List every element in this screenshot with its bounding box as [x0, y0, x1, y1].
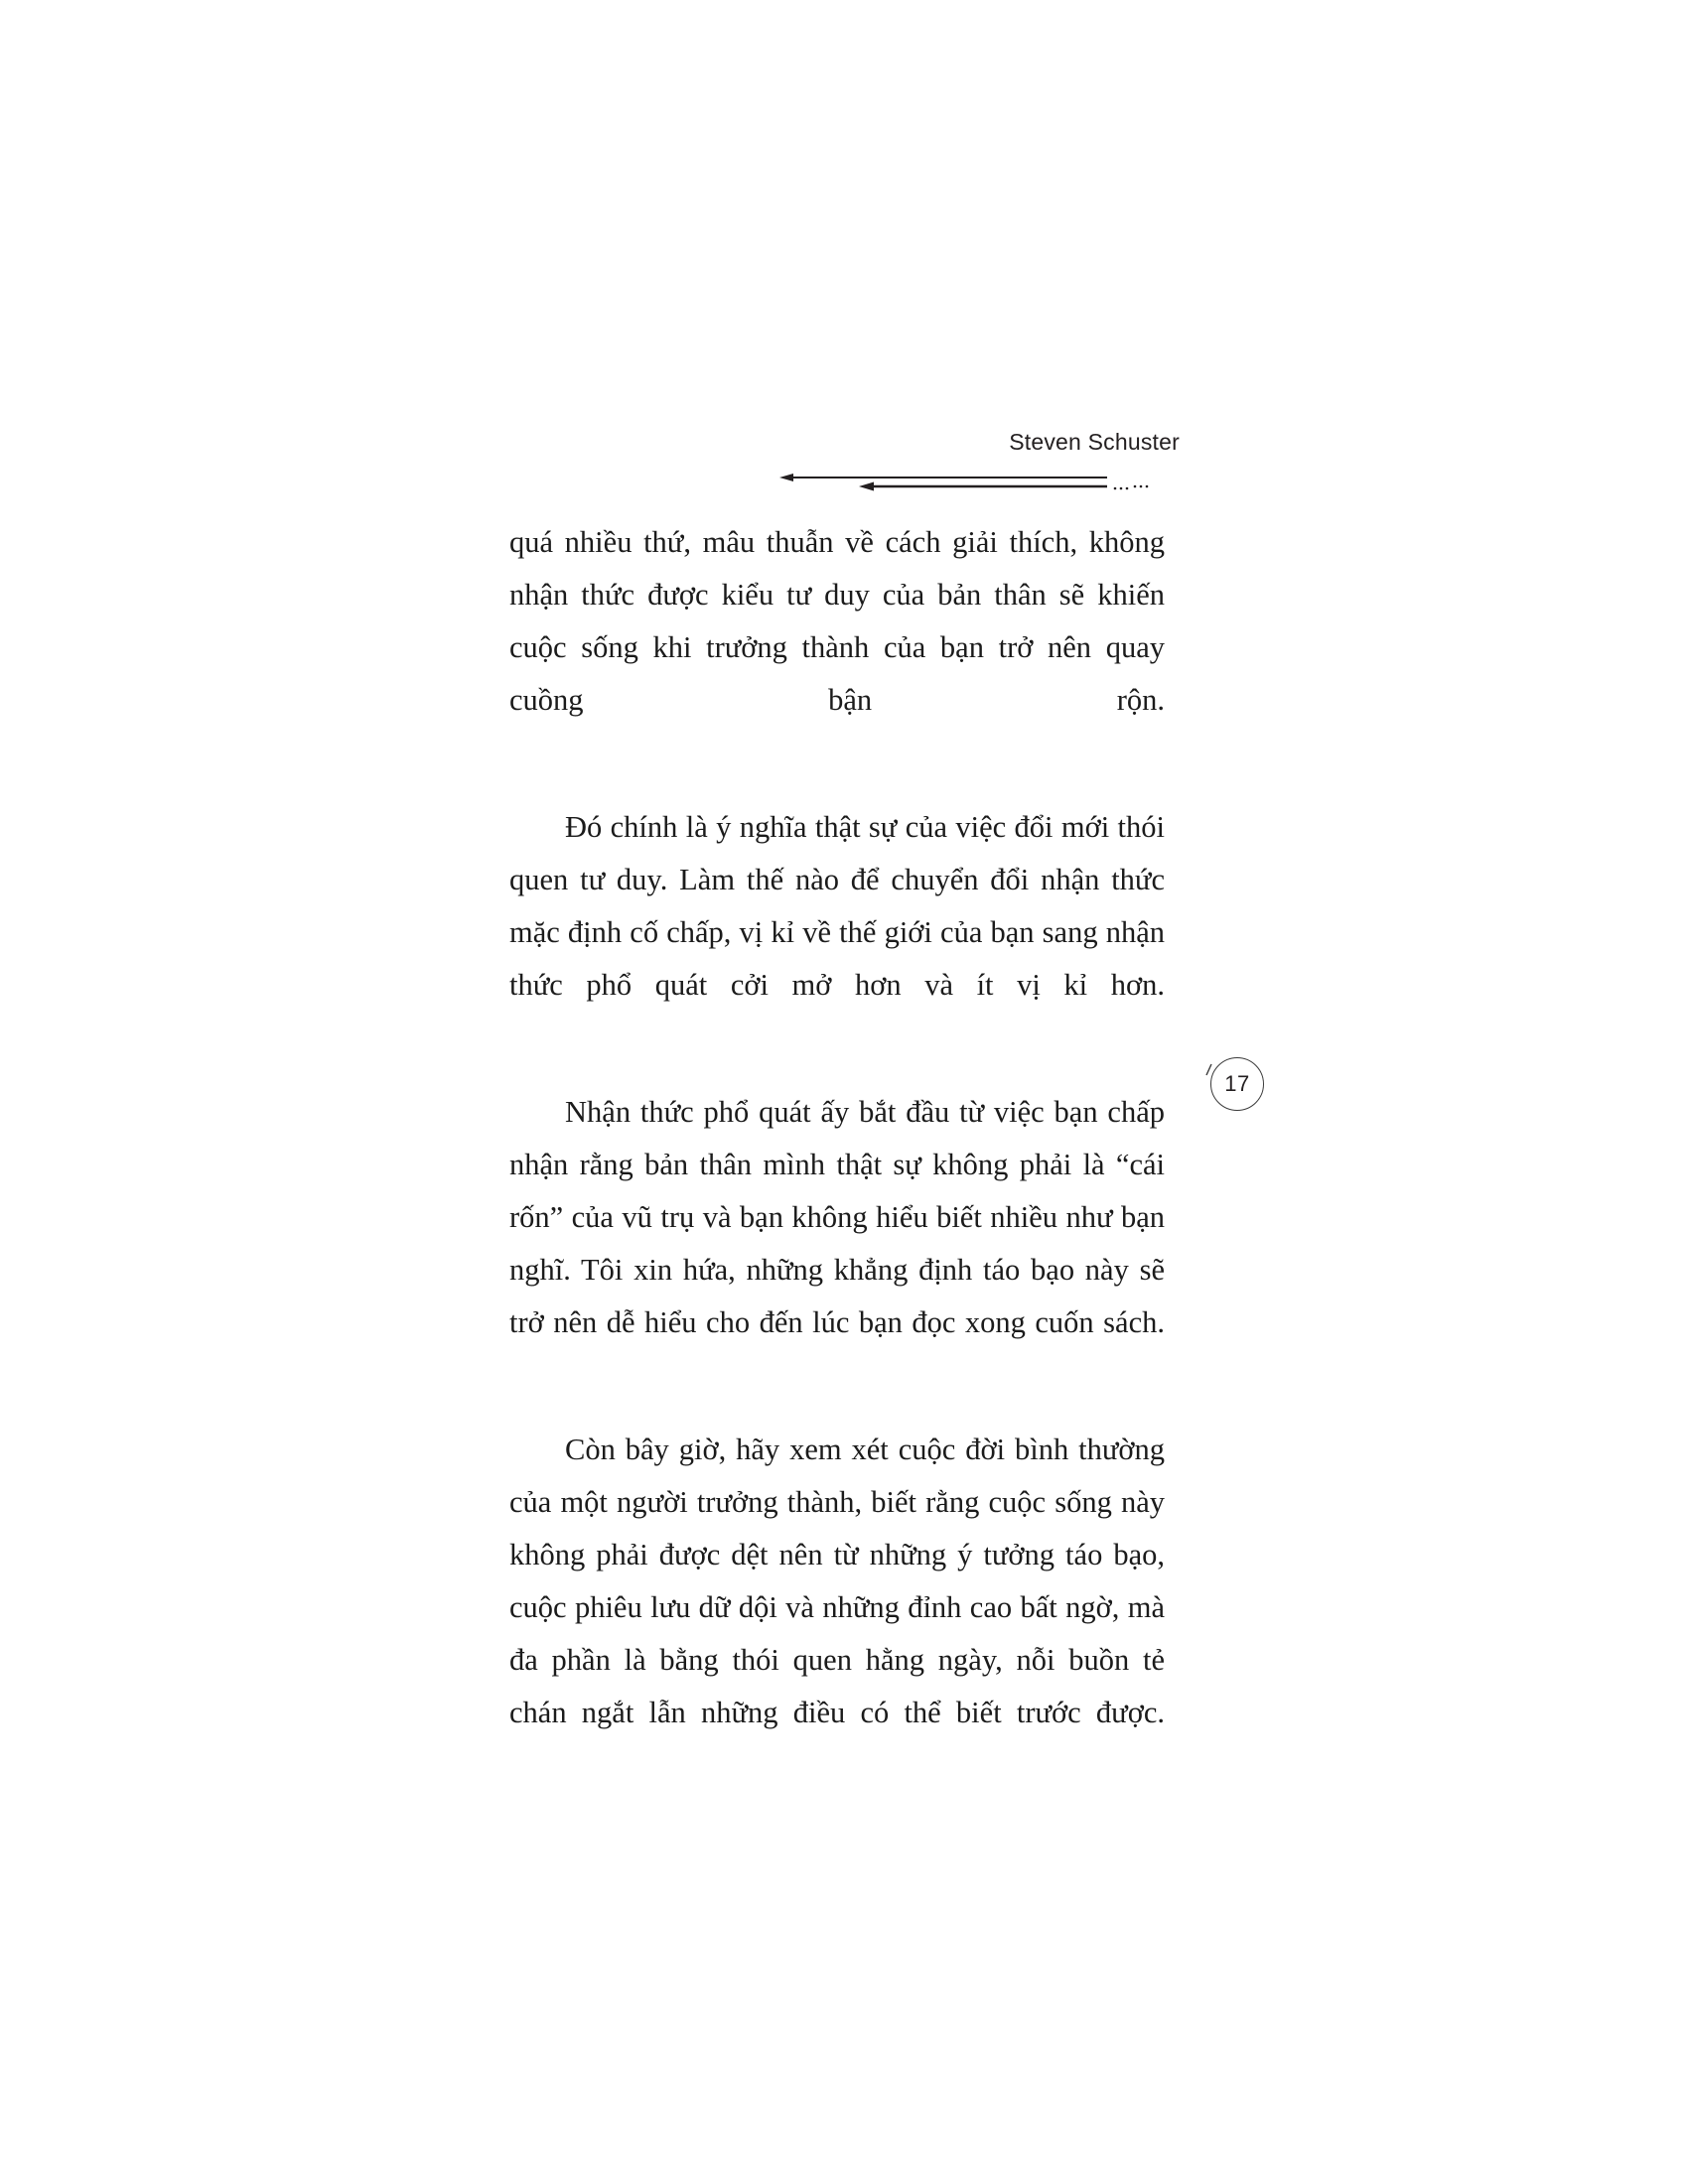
paragraph: Còn bây giờ, hãy xem xét cuộc đời bình thường của một người trưởng thành, biết rằng cuộc sống này không phải được dệt nên từ những ý tưởng táo bạo, cuộc phiêu lưu dữ dội và những đỉnh cao bất ngờ, mà đa phần là bằng thói quen hằng ngày, nỗi buồn tẻ chán ngắt lẫn những điều có thể biết trước được.: [509, 1433, 1165, 1729]
double-arrow-rule-icon: [779, 473, 1177, 494]
page-number: 17: [1224, 1071, 1250, 1096]
paragraph: quá nhiều thứ, mâu thuẫn về cách giải thích, không nhận thức được kiểu tư duy của bản thân sẽ khiến cuộc sống khi trưởng thành của bạn trở nên quay cuồng bận rộn.: [509, 525, 1165, 717]
page-number-badge: [1210, 1057, 1264, 1111]
paragraph: Nhận thức phổ quát ấy bắt đầu từ việc bạn chấp nhận rằng bản thân mình thật sự không phải là “cái rốn” của vũ trụ và bạn không hiểu biết nhiều như bạn nghĩ. Tôi xin hứa, những khẳng định táo bạo này sẽ trở nên dễ hiểu cho đến lúc bạn đọc xong cuốn sách.: [509, 1095, 1165, 1339]
body-text: [509, 516, 1165, 1792]
running-head: [0, 429, 1688, 488]
paragraph: Đó chính là ý nghĩa thật sự của việc đổi mới thói quen tư duy. Làm thế nào để chuyển đổi nhận thức mặc định cố chấp, vị kỉ về thế giới của bạn sang nhận thức phổ quát cởi mở hơn và ít vị kỉ hơn.: [509, 810, 1165, 1002]
header-rule-ornament: [779, 473, 1177, 494]
running-head-author: Steven Schuster: [1009, 429, 1180, 455]
